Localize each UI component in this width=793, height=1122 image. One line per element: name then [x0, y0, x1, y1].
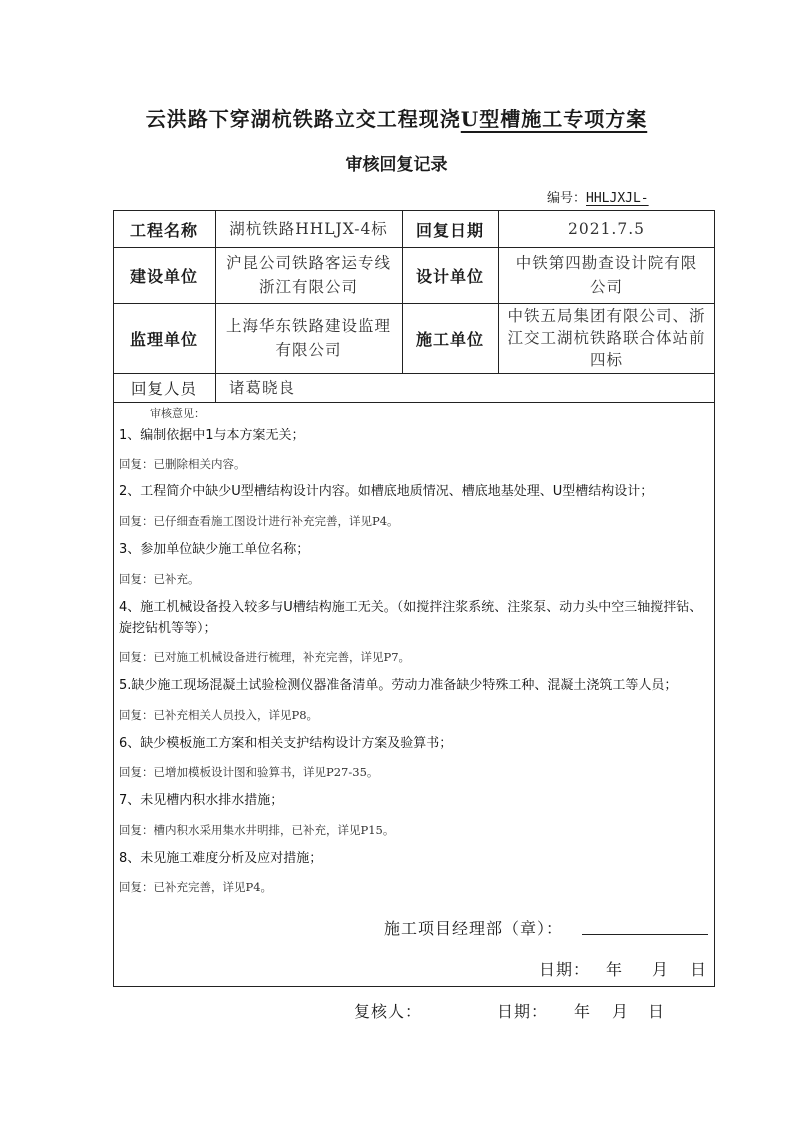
builder-unit-label: 施工单位	[415, 329, 484, 349]
footer-month: 月	[612, 1002, 630, 1021]
sign-date-label: 日期：	[539, 960, 591, 979]
construction-unit-label: 建设单位	[129, 266, 198, 286]
review-reply: 回复：已补充完善，详见P4。	[119, 880, 273, 894]
review-opinion: 2、工程简介中缺少U型槽结构设计内容。如槽底地质情况、槽底地基处理、U型槽结构设计；	[119, 484, 654, 499]
signature-line	[582, 934, 708, 935]
builder-unit-value: 中铁五局集团有限公司、浙江交工湖杭铁路联合体站前四标	[507, 307, 706, 369]
review-reply: 回复：槽内积水采用集水井明排，已补充，详见P15。	[119, 823, 395, 837]
review-opinion: 3、参加单位缺少施工单位名称；	[119, 542, 310, 557]
review-opinion: 8、未见施工难度分析及应对措施；	[119, 851, 323, 866]
project-name-value: 湖杭铁路HHLJX-4标	[229, 220, 388, 238]
review-reply: 回复：已补充相关人员投入，详见P8。	[119, 708, 319, 722]
sign-month: 月	[652, 960, 670, 979]
supervision-unit-value: 上海华东铁路建设监理有限公司	[225, 317, 391, 359]
document-title	[0, 103, 793, 132]
design-unit-value: 中铁第四勘查设计院有限公司	[515, 254, 698, 296]
doc-no-value: HHLJXJL-	[586, 191, 649, 206]
sign-day: 日	[690, 960, 708, 979]
reviewer-label: 复核人：	[354, 1002, 423, 1021]
footer-date-label: 日期：	[497, 1002, 549, 1021]
design-unit-label: 设计单位	[415, 266, 484, 286]
review-opinion: 5.缺少施工现场混凝土试验检测仪器准备清单。劳动力准备缺少特殊工种、混凝土浇筑工等人员；	[119, 678, 678, 693]
review-heading: 审核意见：	[150, 407, 205, 420]
construction-unit-value: 沪昆公司铁路客运专线浙江有限公司	[225, 254, 391, 296]
reply-date-label: 回复日期	[415, 220, 484, 240]
review-reply: 回复：已增加模板设计图和验算书，详见P27-35。	[119, 765, 379, 779]
review-opinion: 1、编制依据中1与本方案无关；	[119, 428, 305, 443]
table-rule	[113, 402, 715, 403]
review-opinion: 4、施工机械设备投入较多与U槽结构施工无关。（如搅拌注浆系统、注浆泵、动力头中空三轴搅拌钻、旋挖钻机等等）；	[119, 600, 703, 636]
project-name-label: 工程名称	[129, 220, 198, 240]
supervision-unit-label: 监理单位	[129, 329, 198, 349]
title-prefix: 云洪路下穿湖杭铁路立交工程现浇	[145, 107, 461, 131]
review-opinion: 6、缺少模板施工方案和相关支护结构设计方案及验算书；	[119, 736, 453, 751]
review-reply: 回复：已补充。	[119, 572, 200, 586]
title-underlined: U型槽施工专项方案	[460, 107, 648, 131]
review-reply: 回复：已删除相关内容。	[119, 457, 246, 471]
replier-value: 诸葛晓良	[229, 378, 296, 397]
document-number	[547, 187, 667, 206]
doc-no-label: 编号：	[547, 191, 587, 206]
review-opinion: 7、未见槽内积水排水措施；	[119, 793, 284, 808]
sign-year: 年	[606, 960, 624, 979]
review-reply: 回复：已仔细查看施工图设计进行补充完善，详见P4。	[119, 514, 399, 528]
footer-day: 日	[648, 1002, 666, 1021]
project-dept-label: 施工项目经理部（章）：	[384, 919, 564, 938]
review-reply: 回复：已对施工机械设备进行梳理，补充完善，详见P7。	[119, 650, 411, 664]
document-subtitle: 审核回复记录	[345, 155, 448, 175]
footer-year: 年	[574, 1002, 592, 1021]
reply-date-value: 2021.7.5	[567, 220, 646, 238]
replier-label: 回复人员	[130, 379, 197, 398]
